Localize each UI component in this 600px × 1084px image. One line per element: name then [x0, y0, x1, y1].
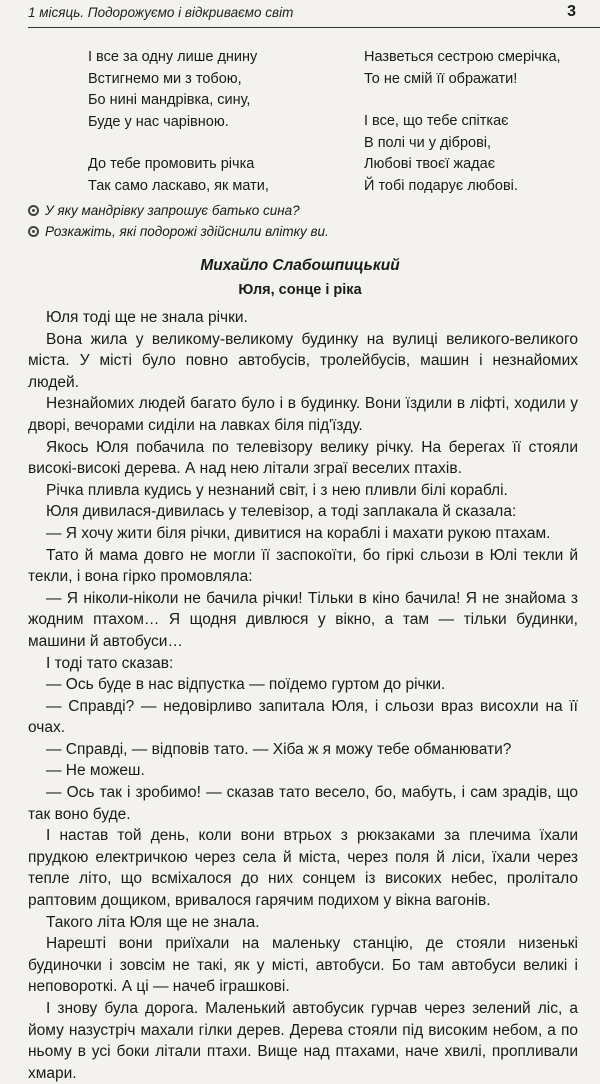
story-paragraph: Вона жила у великому-великому будинку на вулиці великого-великого міста. У місті було повно автобусів, тролейбусів, машин і незнайомих людей.	[28, 330, 578, 391]
question-list	[28, 200, 329, 242]
target-bullet-icon	[28, 226, 39, 237]
story-paragraph: — Не можеш.	[46, 762, 145, 780]
story-paragraph: — Ось так і зробимо! — сказав тато весело, бо, мабуть, і сам зрадів, що так воно буде.	[28, 784, 578, 823]
story-paragraph: Річка пливла кудись у незнаний світ, і з нею пливли білі кораблі.	[46, 481, 508, 499]
poem-line: Любові твоєї жадає	[364, 156, 496, 172]
story-paragraph: Юля тоді ще не знала річки.	[46, 309, 248, 326]
story-paragraph: — Ось буде в нас відпустка — поїдемо гуртом до річки.	[46, 676, 446, 694]
story-paragraph: І знову була дорога. Маленький автобусик гурчав через зелений ліс, а йому назустріч махали гілки дерев. Дерева стояли під високим небом, а по ньому в усі боки літали птахи. Вище над птахами, наче хвилі, пропливали хмари.	[28, 1000, 578, 1082]
stanza-gap	[88, 133, 269, 154]
question-text: У яку мандрівку запрошує батько сина?	[45, 203, 300, 218]
poem-line: Буде у нас чарівною.	[88, 113, 229, 130]
story-paragraph: — Я хочу жити біля річки, дивитися на кораблі і махати рукою птахам.	[46, 524, 551, 542]
story-paragraph: Тато й мама довго не могли її заспокоїти, бо гіркі сльози в Юлі текли й текли, і вона гірко промовляла:	[28, 546, 578, 586]
story-paragraph: Нарешті вони приїхали на маленьку станцію, де стояли низенькі будиночки і зовсім не такі, як у місті, автобуси. Бо там автобуси великі і неповороткі. А ці — начеб іграшкові.	[28, 935, 578, 996]
header-rule	[28, 27, 600, 28]
page-header	[0, 0, 600, 30]
poem-line: І все, що тебе спіткає	[364, 113, 509, 129]
story-paragraph: І настав той день, коли вони втрьох з рюкзаками за плечима їхали прудкою електричкою через села й міста, через поля й ліси, їхали через тепле літо, що всміхалося до них сонцем із високих небес, пролітало раптовим дощиком, вривалося гарячим подихом у вікна вагонів.	[28, 827, 578, 910]
target-bullet-icon	[28, 205, 39, 216]
poem-right-column	[364, 47, 561, 197]
story-body	[28, 307, 578, 1084]
poem-line: То не смій її ображати!	[364, 70, 518, 87]
story-paragraph: І тоді тато сказав:	[46, 654, 174, 672]
poem-line: Бо нині мандрівка, сину,	[88, 92, 251, 108]
story-paragraph: — Справді, — відповів тато. — Хіба ж я можу тебе обманювати?	[46, 740, 512, 758]
chapter-title: 1 місяць. Подорожуємо і відкриваємо світ	[28, 5, 294, 20]
story-paragraph: — Я ніколи-ніколи не бачила річки! Тільки в кіно бачила! Я не знайома з жодним птахом… Я щодня дивлюся у вікно, а там — тільки будинки, машини й автобуси…	[28, 589, 578, 650]
poem-line: Так само ласкаво, як мати,	[88, 177, 269, 194]
story-author: Михайло Слабошпицький	[200, 257, 400, 274]
question-item	[28, 221, 329, 242]
poem-line: Й тобі подарує любові.	[364, 177, 518, 194]
page-number: 3	[567, 3, 576, 20]
story-title: Юля, сонце і ріка	[238, 282, 362, 298]
poem-line: І все за одну лише днину	[88, 49, 258, 65]
story-paragraph: Якось Юля побачила по телевізору велику річку. На берегах її стояли високі-високі дерева. А над нею літали зграї веселих птахів.	[28, 438, 578, 478]
question-text: Розкажіть, які подорожі здійснили влітку ви.	[45, 224, 329, 239]
story-paragraph: Незнайомих людей багато було і в будинку. Вони їздили в ліфті, ходили у дворі, вечорами сиділи на лавках біля під'їзду.	[28, 395, 578, 434]
story-paragraph: — Справді? — недовірливо запитала Юля, і сльози враз висохли на її очах.	[28, 697, 578, 737]
poem-line: Назветься сестрою смерічка,	[364, 49, 561, 65]
question-item	[28, 200, 329, 221]
poem-line: Встигнемо ми з тобою,	[88, 70, 242, 87]
story-paragraph: Юля дивилася-дивилась у телевізор, а тоді заплакала й сказала:	[46, 503, 517, 521]
poem-line: В полі чи у діброві,	[364, 134, 492, 151]
poem-left-column	[88, 47, 269, 197]
story-paragraph: Такого літа Юля ще не знала.	[46, 913, 260, 931]
poem-line: До тебе промовить річка	[88, 156, 255, 172]
stanza-gap	[364, 90, 561, 111]
